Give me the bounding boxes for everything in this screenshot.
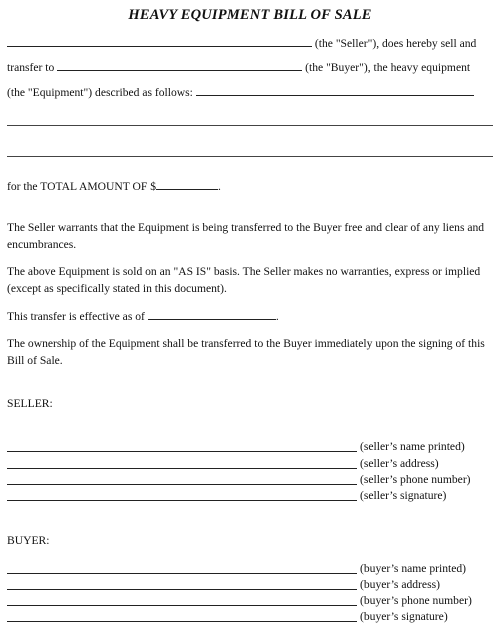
buyer-signature-label: (buyer’s signature) (360, 610, 448, 623)
effective-date-line (7, 308, 279, 323)
transfer-to-text: transfer to (7, 61, 55, 74)
seller-name-row (7, 440, 497, 456)
effective-date-blank[interactable] (148, 308, 276, 320)
buyer-heading: BUYER: (7, 534, 50, 547)
buyer-phone-blank[interactable] (7, 594, 357, 606)
seller-signature-row (7, 489, 497, 505)
seller-address-label: (seller’s address) (360, 457, 439, 470)
buyer-name-row (7, 562, 497, 578)
warranty-paragraph: The Seller warrants that the Equipment is being transferred to the Buyer free and clear of any liens and encumbrances. (7, 221, 485, 251)
total-amount-blank[interactable] (156, 178, 218, 190)
intro-line-2 (7, 59, 470, 74)
buyer-phone-row (7, 594, 497, 610)
buyer-address-row (7, 578, 497, 594)
ownership-paragraph: The ownership of the Equipment shall be transferred to the Buyer immediately upon the signing of this Bill of Sale. (7, 337, 485, 367)
seller-address-blank[interactable] (7, 457, 357, 469)
total-amount-line (7, 178, 221, 193)
seller-signature-label: (seller’s signature) (360, 489, 447, 502)
seller-name-printed-label: (seller’s name printed) (360, 440, 465, 453)
as-is-paragraph: The above Equipment is sold on an "AS IS" basis. The Seller makes no warranties, express or implied (except as specifically stated in this document). (7, 265, 481, 295)
buyer-name-blank[interactable] (57, 59, 302, 71)
seller-phone-blank[interactable] (7, 473, 357, 485)
seller-ref-text: (the "Seller"), does hereby sell and (314, 37, 477, 50)
buyer-name-printed-blank[interactable] (7, 562, 357, 574)
buyer-ref-text: (the "Buyer"), the heavy equipment (305, 61, 471, 74)
buyer-address-blank[interactable] (7, 578, 357, 590)
buyer-address-label: (buyer’s address) (360, 578, 440, 591)
buyer-signature-blank[interactable] (7, 610, 357, 622)
seller-name-printed-blank[interactable] (7, 440, 357, 452)
seller-signature-blank[interactable] (7, 489, 357, 501)
effective-date-period: . (275, 310, 279, 323)
equipment-description-line[interactable] (7, 156, 493, 157)
effective-date-label: This transfer is effective as of (7, 310, 145, 323)
total-amount-label: for the TOTAL AMOUNT OF $ (7, 180, 157, 193)
intro-line-1 (7, 35, 476, 50)
seller-name-blank[interactable] (7, 35, 312, 47)
buyer-name-printed-label: (buyer’s name printed) (360, 562, 467, 575)
equipment-description-blank[interactable] (196, 84, 474, 96)
total-amount-period: . (218, 180, 221, 193)
equipment-description-line[interactable] (7, 125, 493, 126)
document-title: HEAVY EQUIPMENT BILL OF SALE (128, 7, 372, 23)
equipment-ref-text: (the "Equipment") described as follows: (7, 86, 193, 99)
seller-phone-label: (seller’s phone number) (360, 473, 471, 486)
seller-heading: SELLER: (7, 397, 53, 410)
seller-address-row (7, 457, 497, 473)
seller-phone-row (7, 473, 497, 489)
buyer-signature-row (7, 610, 497, 626)
intro-line-3 (7, 84, 474, 99)
buyer-phone-label: (buyer’s phone number) (360, 594, 472, 607)
